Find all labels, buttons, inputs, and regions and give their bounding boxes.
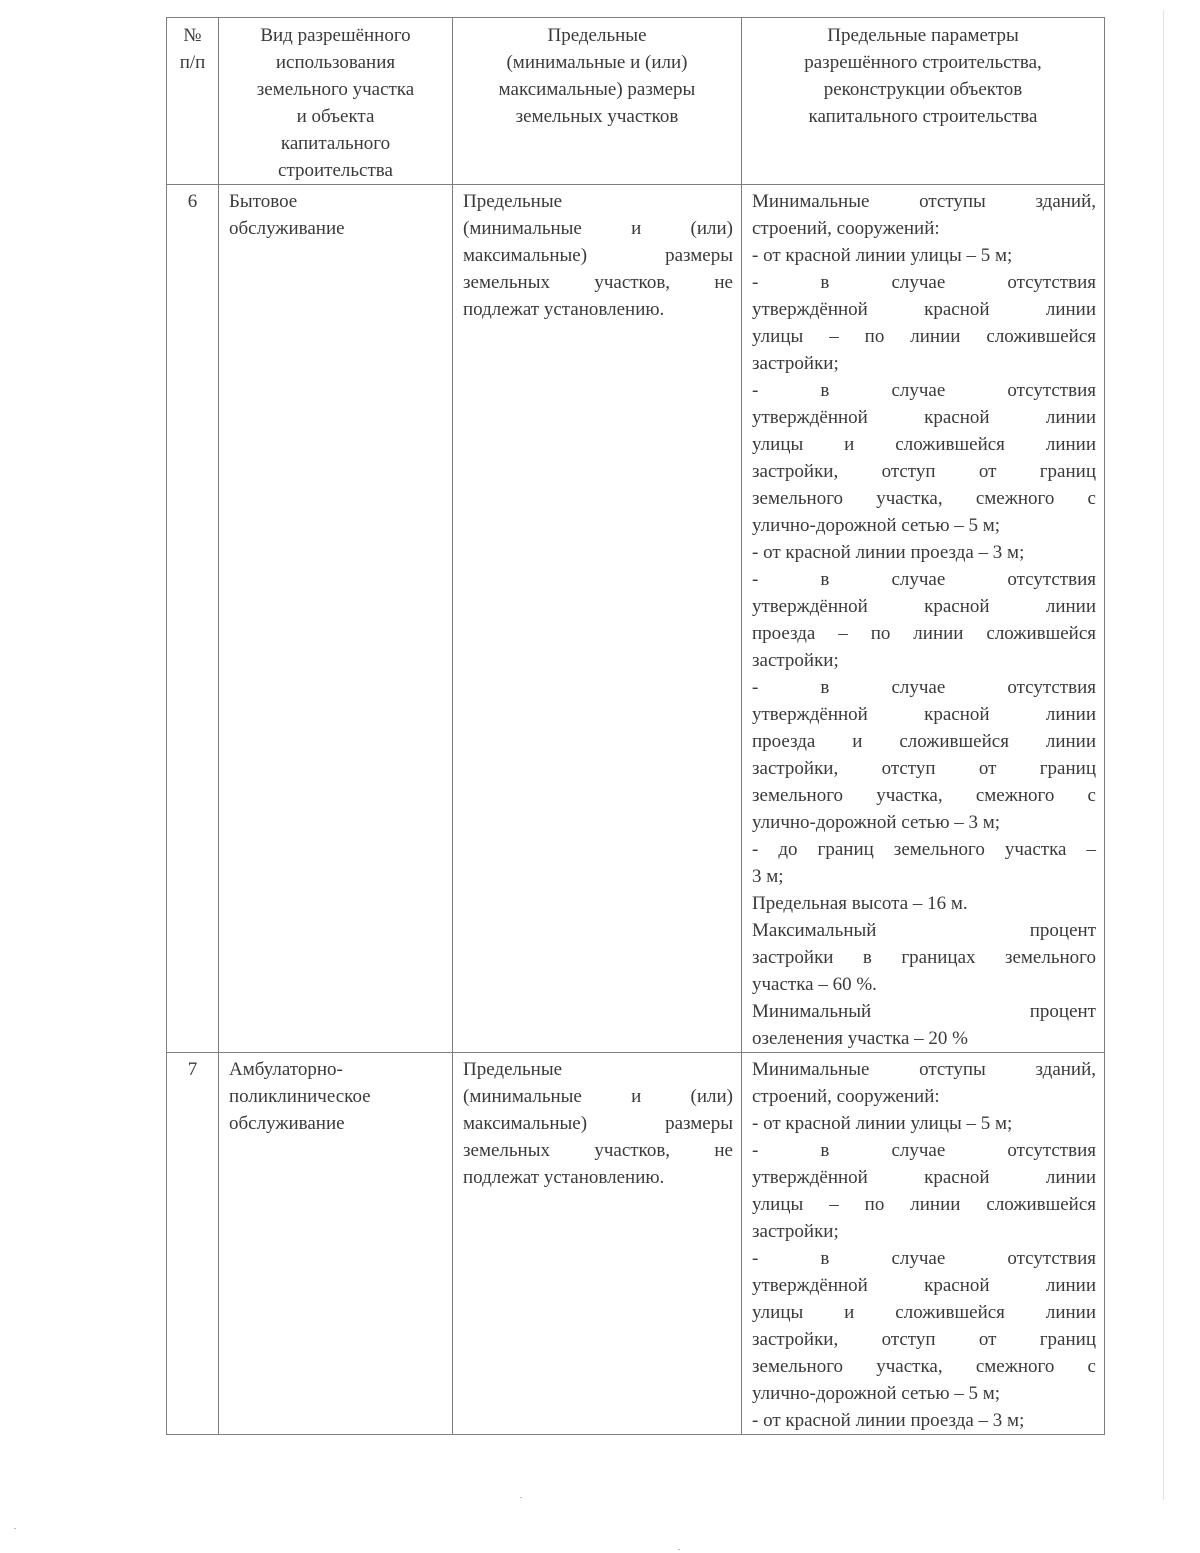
row-building-params — [742, 1053, 1105, 1435]
table-row — [167, 1053, 1105, 1435]
cell-line: Предельные — [463, 1059, 563, 1080]
cell-line: земельных участков, не — [463, 272, 733, 293]
cell-line: утверждённой красной линии — [752, 596, 1096, 617]
cell-line: улично-дорожной сетью – 5 м; — [752, 515, 1001, 536]
cell-line: (минимальные и (или) — [463, 218, 733, 239]
cell-line: Минимальный процент — [752, 1001, 1096, 1022]
row-use-kind — [219, 185, 453, 1053]
header-line: использования — [275, 52, 396, 73]
cell-line: земельного участка, смежного с — [752, 1356, 1096, 1377]
cell-line: утверждённой красной линии — [752, 1275, 1096, 1296]
cell-line: Амбулаторно- — [229, 1059, 343, 1080]
cell-line: Минимальные отступы зданий, — [752, 191, 1096, 212]
header-line: Предельные параметры — [827, 25, 1019, 46]
cell-line: максимальные) размеры — [463, 245, 733, 266]
header-line: максимальные) размеры — [498, 79, 696, 100]
table-row — [167, 185, 1105, 1053]
cell-line: поликлиническое — [229, 1086, 371, 1107]
cell-line: улично-дорожной сетью – 5 м; — [752, 1383, 1001, 1404]
cell-line: - в случае отсутствия — [752, 272, 1096, 293]
header-line: земельного участка — [256, 79, 415, 100]
cell-line: утверждённой красной линии — [752, 407, 1096, 428]
cell-line: - от красной линии проезда – 3 м; — [752, 1410, 1025, 1431]
cell-line: 3 м; — [752, 866, 784, 887]
cell-line: улицы – по линии сложившейся — [752, 326, 1096, 347]
cell-line: - от красной линии улицы – 5 м; — [752, 1113, 1013, 1134]
cell-line: участка – 60 %. — [752, 974, 877, 995]
header-line: земельных участков — [515, 106, 679, 127]
cell-line: земельного участка, смежного с — [752, 488, 1096, 509]
cell-line: Минимальные отступы зданий, — [752, 1059, 1096, 1080]
scan-speck — [678, 1549, 680, 1550]
header-number — [167, 18, 219, 185]
header-line: строительства — [278, 160, 393, 181]
header-line: (минимальные и (или) — [506, 52, 688, 73]
cell-line: - от красной линии улицы – 5 м; — [752, 245, 1013, 266]
row-plot-sizes — [453, 1053, 742, 1435]
cell-line: земельных участков, не — [463, 1140, 733, 1161]
cell-line: - в случае отсутствия — [752, 1140, 1096, 1161]
scan-speck — [520, 1497, 522, 1498]
table-header-row — [167, 18, 1105, 185]
cell-line: Предельные — [463, 191, 563, 212]
cell-line: строений, сооружений: — [752, 218, 940, 239]
header-line: № — [183, 25, 202, 46]
cell-line: утверждённой красной линии — [752, 299, 1096, 320]
row-plot-sizes — [453, 185, 742, 1053]
scan-speck — [14, 1528, 16, 1529]
cell-line: обслуживание — [229, 1113, 345, 1134]
cell-line: застройки; — [752, 353, 839, 374]
scan-edge-line — [1163, 10, 1164, 1500]
cell-line: проезда и сложившейся линии — [752, 731, 1096, 752]
header-line: Предельные — [547, 25, 647, 46]
cell-line: застройки в границах земельного — [752, 947, 1096, 968]
row-number: 6 — [167, 185, 219, 1053]
cell-line: застройки, отступ от границ — [752, 1329, 1096, 1350]
header-building-params — [742, 18, 1105, 185]
cell-line: проезда – по линии сложившейся — [752, 623, 1096, 644]
cell-line: подлежат установлению. — [463, 1167, 665, 1188]
cell-line: утверждённой красной линии — [752, 1167, 1096, 1188]
header-line: п/п — [179, 52, 206, 73]
cell-line: - в случае отсутствия — [752, 569, 1096, 590]
cell-line: земельного участка, смежного с — [752, 785, 1096, 806]
header-line: капитального — [280, 133, 391, 154]
header-line: разрешённого строительства, — [804, 52, 1042, 73]
header-plot-sizes — [453, 18, 742, 185]
header-line: капитального строительства — [808, 106, 1038, 127]
cell-line: Предельная высота – 16 м. — [752, 893, 968, 914]
header-use-kind — [219, 18, 453, 185]
cell-line: утверждённой красной линии — [752, 704, 1096, 725]
row-number: 7 — [167, 1053, 219, 1435]
row-use-kind — [219, 1053, 453, 1435]
cell-line: застройки; — [752, 650, 839, 671]
cell-line: застройки; — [752, 1221, 839, 1242]
cell-line: застройки, отступ от границ — [752, 461, 1096, 482]
cell-line: улицы и сложившейся линии — [752, 1302, 1096, 1323]
cell-line: - от красной линии проезда – 3 м; — [752, 542, 1025, 563]
cell-line: строений, сооружений: — [752, 1086, 940, 1107]
cell-line: обслуживание — [229, 218, 345, 239]
cell-line: - в случае отсутствия — [752, 1248, 1096, 1269]
header-line: реконструкции объектов — [823, 79, 1023, 100]
cell-line: Максимальный процент — [752, 920, 1096, 941]
cell-line: - в случае отсутствия — [752, 380, 1096, 401]
cell-line: озеленения участка – 20 % — [752, 1028, 968, 1049]
header-line: Вид разрешённого — [260, 25, 411, 46]
cell-line: (минимальные и (или) — [463, 1086, 733, 1107]
cell-line: - в случае отсутствия — [752, 677, 1096, 698]
cell-line: улично-дорожной сетью – 3 м; — [752, 812, 1001, 833]
cell-line: подлежат установлению. — [463, 299, 665, 320]
cell-line: улицы и сложившейся линии — [752, 434, 1096, 455]
cell-line: улицы – по линии сложившейся — [752, 1194, 1096, 1215]
regulations-table — [166, 17, 1105, 1435]
cell-line: Бытовое — [229, 191, 298, 212]
cell-line: максимальные) размеры — [463, 1113, 733, 1134]
header-line: и объекта — [296, 106, 375, 127]
cell-line: застройки, отступ от границ — [752, 758, 1096, 779]
row-building-params — [742, 185, 1105, 1053]
cell-line: - до границ земельного участка – — [752, 839, 1096, 860]
